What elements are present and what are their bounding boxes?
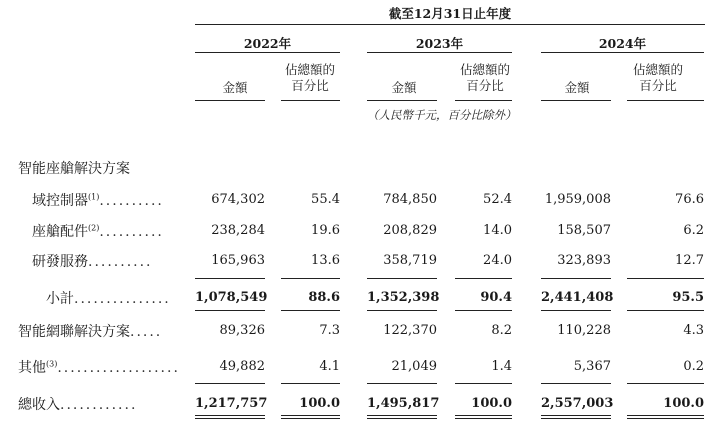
rule-subtotal-top	[367, 278, 437, 279]
cell: 122,370	[383, 323, 437, 338]
col-pct-2023: 佔總額的 百分比	[459, 62, 510, 93]
cell: 8.2	[491, 323, 512, 338]
cell: 52.4	[483, 192, 512, 207]
cell: 1,959,008	[544, 192, 611, 207]
year-2023-rule	[367, 52, 512, 53]
cell: 100.0	[663, 396, 704, 411]
cell: 13.6	[311, 253, 340, 268]
rule-amt-2023	[367, 100, 437, 101]
row-label-total-revenue: 總收入............	[18, 397, 138, 413]
cell: 19.6	[311, 223, 340, 238]
cell: 0.2	[683, 359, 704, 374]
rule-total-double	[281, 415, 340, 419]
rule-subtotal-bottom	[455, 310, 512, 311]
rule-pct-2023	[455, 100, 512, 101]
cell: 49,882	[219, 359, 265, 374]
cell: 6.2	[683, 223, 704, 238]
year-2022-rule	[195, 52, 340, 53]
col-amount-2023: 金額	[391, 80, 417, 95]
rule-subtotal-bottom	[367, 310, 437, 311]
cell: 89,326	[219, 323, 265, 338]
cell: 208,829	[383, 223, 437, 238]
row-label-cockpit-accessories: 座艙配件$^{(2)}$..........	[32, 223, 164, 240]
rule-subtotal-top	[627, 278, 704, 279]
cell: 100.0	[299, 396, 340, 411]
rule-amt-2022	[195, 100, 265, 101]
cell: 158,507	[557, 223, 611, 238]
cell: 238,284	[211, 223, 265, 238]
row-label-domain-controller: 域控制器$^{(1)}$..........	[32, 192, 164, 209]
period-header-rule	[195, 24, 705, 25]
rule-total-double	[541, 415, 611, 419]
cell: 1,495,817	[367, 396, 440, 411]
cell: 12.7	[675, 253, 704, 268]
rule-total-top	[627, 383, 704, 384]
rule-total-double	[367, 415, 437, 419]
row-label-rd-services: 研發服務..........	[32, 254, 153, 270]
rule-total-top	[541, 383, 611, 384]
cell: 1,352,398	[367, 290, 440, 305]
cell: 784,850	[383, 192, 437, 207]
cell: 1.4	[491, 359, 512, 374]
cell: 100.0	[471, 396, 512, 411]
col-amount-2022: 金額	[222, 80, 248, 95]
cell: 1,078,549	[195, 290, 268, 305]
section-smart-cockpit: 智能座艙解決方案	[18, 161, 130, 177]
unit-note: （人民幣千元，百分比除外）	[367, 108, 517, 122]
row-label-others: 其他$^{(3)}$...................	[18, 359, 180, 376]
year-2024-rule	[541, 52, 704, 53]
cell: 55.4	[311, 192, 340, 207]
year-2022-header: 2022年	[243, 36, 292, 51]
cell: 88.6	[308, 290, 340, 305]
cell: 4.1	[319, 359, 340, 374]
rule-subtotal-top	[541, 278, 611, 279]
rule-subtotal-bottom	[627, 310, 704, 311]
col-amount-2024: 金額	[564, 80, 590, 95]
rule-subtotal-top	[195, 278, 265, 279]
cell: 674,302	[211, 192, 265, 207]
cell: 24.0	[483, 253, 512, 268]
cell: 323,893	[557, 253, 611, 268]
rule-amt-2024	[541, 100, 611, 101]
cell: 110,228	[557, 323, 611, 338]
rule-total-double	[195, 415, 265, 419]
rule-total-top	[195, 383, 265, 384]
rule-total-double	[627, 415, 704, 419]
cell: 7.3	[319, 323, 340, 338]
cell: 21,049	[391, 359, 437, 374]
rule-subtotal-bottom	[281, 310, 340, 311]
rule-total-double	[455, 415, 512, 419]
cell: 1,217,757	[195, 396, 268, 411]
year-2023-header: 2023年	[415, 36, 464, 51]
col-pct-2024: 佔總額的 百分比	[632, 62, 683, 93]
cell: 14.0	[483, 223, 512, 238]
period-header: 截至12月31日止年度	[388, 6, 512, 21]
cell: 90.4	[480, 290, 512, 305]
rule-total-top	[281, 383, 340, 384]
rule-pct-2022	[281, 100, 340, 101]
rule-total-top	[367, 383, 437, 384]
cell: 76.6	[675, 192, 704, 207]
col-pct-2022: 佔總額的 百分比	[284, 62, 335, 93]
year-2024-header: 2024年	[598, 36, 647, 51]
rule-total-top	[455, 383, 512, 384]
rule-pct-2024	[627, 100, 704, 101]
cell: 358,719	[383, 253, 437, 268]
rule-subtotal-top	[455, 278, 512, 279]
cell: 2,441,408	[541, 290, 614, 305]
cell: 5,367	[573, 359, 611, 374]
cell: 4.3	[683, 323, 704, 338]
row-label-subtotal: 小計...............	[46, 291, 171, 307]
cell: 165,963	[211, 253, 265, 268]
rule-subtotal-top	[281, 278, 340, 279]
rule-subtotal-bottom	[195, 310, 265, 311]
rule-subtotal-bottom	[541, 310, 611, 311]
cell: 95.5	[672, 290, 704, 305]
row-label-smart-network: 智能網聯解決方案.....	[18, 324, 163, 340]
cell: 2,557,003	[541, 396, 614, 411]
